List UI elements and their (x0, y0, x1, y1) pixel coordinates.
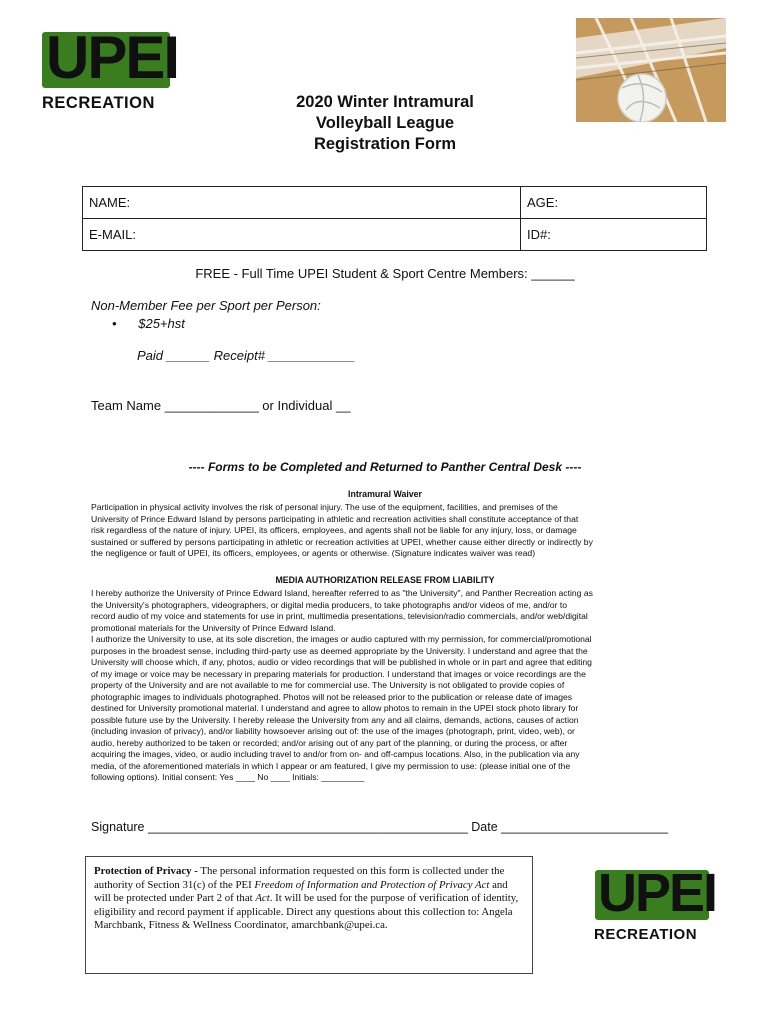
waiver-line: sustained or suffered by persons participating in athletic or recreation activities at UPEI, whether cause either directly or indirectly by (91, 536, 593, 547)
free-members-line: FREE - Full Time UPEI Student & Sport Centre Members: ______ (195, 266, 575, 281)
media-line: media, of the aforementioned materials in which I appear or am featured, I give my permission to use: (please initial one of the (91, 760, 571, 771)
media-heading: MEDIA AUTHORIZATION RELEASE FROM LIABILITY (275, 575, 495, 585)
nonmember-fee-heading: Non-Member Fee per Sport per Person: (91, 298, 321, 313)
privacy-notice-box (85, 856, 533, 974)
media-line: photographic images to individuals photographed. Photos will not be released prior to the publication or release date of images (91, 691, 573, 702)
form-title (0, 92, 770, 155)
age-field[interactable]: AGE: (521, 187, 707, 219)
id-field[interactable]: ID#: (521, 219, 707, 251)
privacy-text-b: and will be protected under Part 2 of that (94, 878, 508, 904)
waiver-heading: Intramural Waiver (348, 489, 422, 499)
media-line: (including invasion of privacy), and/or liability howsoever arising out of: the use of the images (photograph, print, video, web), or (91, 726, 575, 736)
title-line-1: 2020 Winter Intramural (296, 93, 474, 111)
media-line: following options). Initial consent: Yes ____ No ____ Initials: _________ (91, 772, 365, 782)
media-line: purposes in the broadest sense, including third-party use as deemed appropriate by the University. I understand and agree that the (91, 645, 588, 656)
fee-bullet (112, 316, 185, 331)
upei-recreation-logo-bottom (593, 863, 717, 944)
logo-letters: UPEI (46, 24, 179, 91)
media-line: of my image or voice may be necessary in preparing materials for production. I understand that images or voice recordings are the (91, 668, 586, 679)
name-field[interactable]: NAME: (83, 187, 521, 219)
media-line: audio, hereby authorized to be taken or recorded; and/or arising out of any part of the planning, or during the process, or after (91, 737, 568, 748)
logo-subtitle: RECREATION (42, 94, 155, 112)
media-line: record audio of my voice and statements for use in print, multimedia presentations, television/radio commercials, and/or web/digital (91, 611, 588, 621)
title-line-2: Volleyball League (315, 114, 455, 132)
privacy-act-name: Freedom of Information and Protection of Privacy Act (254, 878, 490, 891)
email-field[interactable]: E-MAIL: (83, 219, 521, 251)
media-line: I hereby authorize the University of Prince Edward Island, hereafter referred to as "the University", and Panther Recreation acting as (91, 588, 593, 598)
signature-date-line[interactable]: Signature ______________________________________________ Date ________________________ (91, 820, 668, 834)
waiver-text (91, 502, 681, 560)
team-name-line: Team Name _____________ or Individual __ (91, 398, 351, 413)
title-line-3: Registration Form (313, 135, 457, 153)
waiver-line: risk regardless of the nature of injury. UPEI, its officers, employees, and agents shall not be liable for any injury, loss, or damage (91, 525, 577, 535)
media-text (91, 588, 681, 784)
privacy-act: Act (255, 892, 270, 904)
return-notice: ---- Forms to be Completed and Returned to Panther Central Desk ---- (188, 460, 582, 474)
waiver-line: Participation in physical activity involves the risk of personal injury. The use of the equipment, facilities, and premises of the (91, 502, 558, 512)
media-line: property of the University and are not available to me for commercial use. The University is not obligated to provide copies of (91, 680, 565, 690)
media-line: destined for University promotional material. I understand and agree to allow photos to remain in the UPEI stock photo library for (91, 703, 579, 713)
waiver-line: University of Prince Edward Island by persons participating in athletic and recreation activities shall constitute acceptance of that (91, 513, 579, 524)
media-line: promotional materials for the University of Prince Edward Island. (91, 622, 336, 633)
paid-receipt-line: Paid ______ Receipt# ____________ (137, 348, 356, 363)
media-line: acquiring the images, video, or audio including travel to and/or from on- and off-campus locations. Also, in the publication via any (91, 749, 580, 759)
logo-subtitle: RECREATION (594, 926, 698, 943)
media-line: possible future use by the University. I hereby release the University from any and all claims, demands, actions, causes of action (91, 714, 579, 725)
registration-info-table (82, 186, 707, 251)
media-line: I authorize the University to use, at its sole discretion, the images or audio captured with my permission, for commercial/promotional (91, 634, 592, 644)
privacy-text-a: The personal information requested on this form is collected under the authority of Section 31(c) of the PEI (94, 865, 505, 891)
fee-price: $25+hst (138, 316, 185, 331)
media-line: the University's photographers, videographers, or digital media producers, to take photographs and/or videos of me, and/or to (91, 599, 568, 610)
media-line: University will choose which, if any, photos, audio or video recordings that will be published in whole or in part and agree that editing (91, 657, 592, 667)
privacy-text-c: . It will be used for the purpose of verification of identity, eligibility and record payment if applicable. Direct any questions about this collection to: Angela Marchbank, Fitness & Wellness Coordinator, amarchbank@upei.ca. (94, 892, 519, 931)
privacy-bold: Protection of Privacy - (94, 865, 198, 877)
bullet-icon: • (112, 316, 139, 331)
logo-letters: UPEI (598, 863, 717, 923)
waiver-line: the negligence or fault of UPEI, its officers, employees, or agents or otherwise. (Signature indicates waiver was read) (91, 548, 536, 558)
